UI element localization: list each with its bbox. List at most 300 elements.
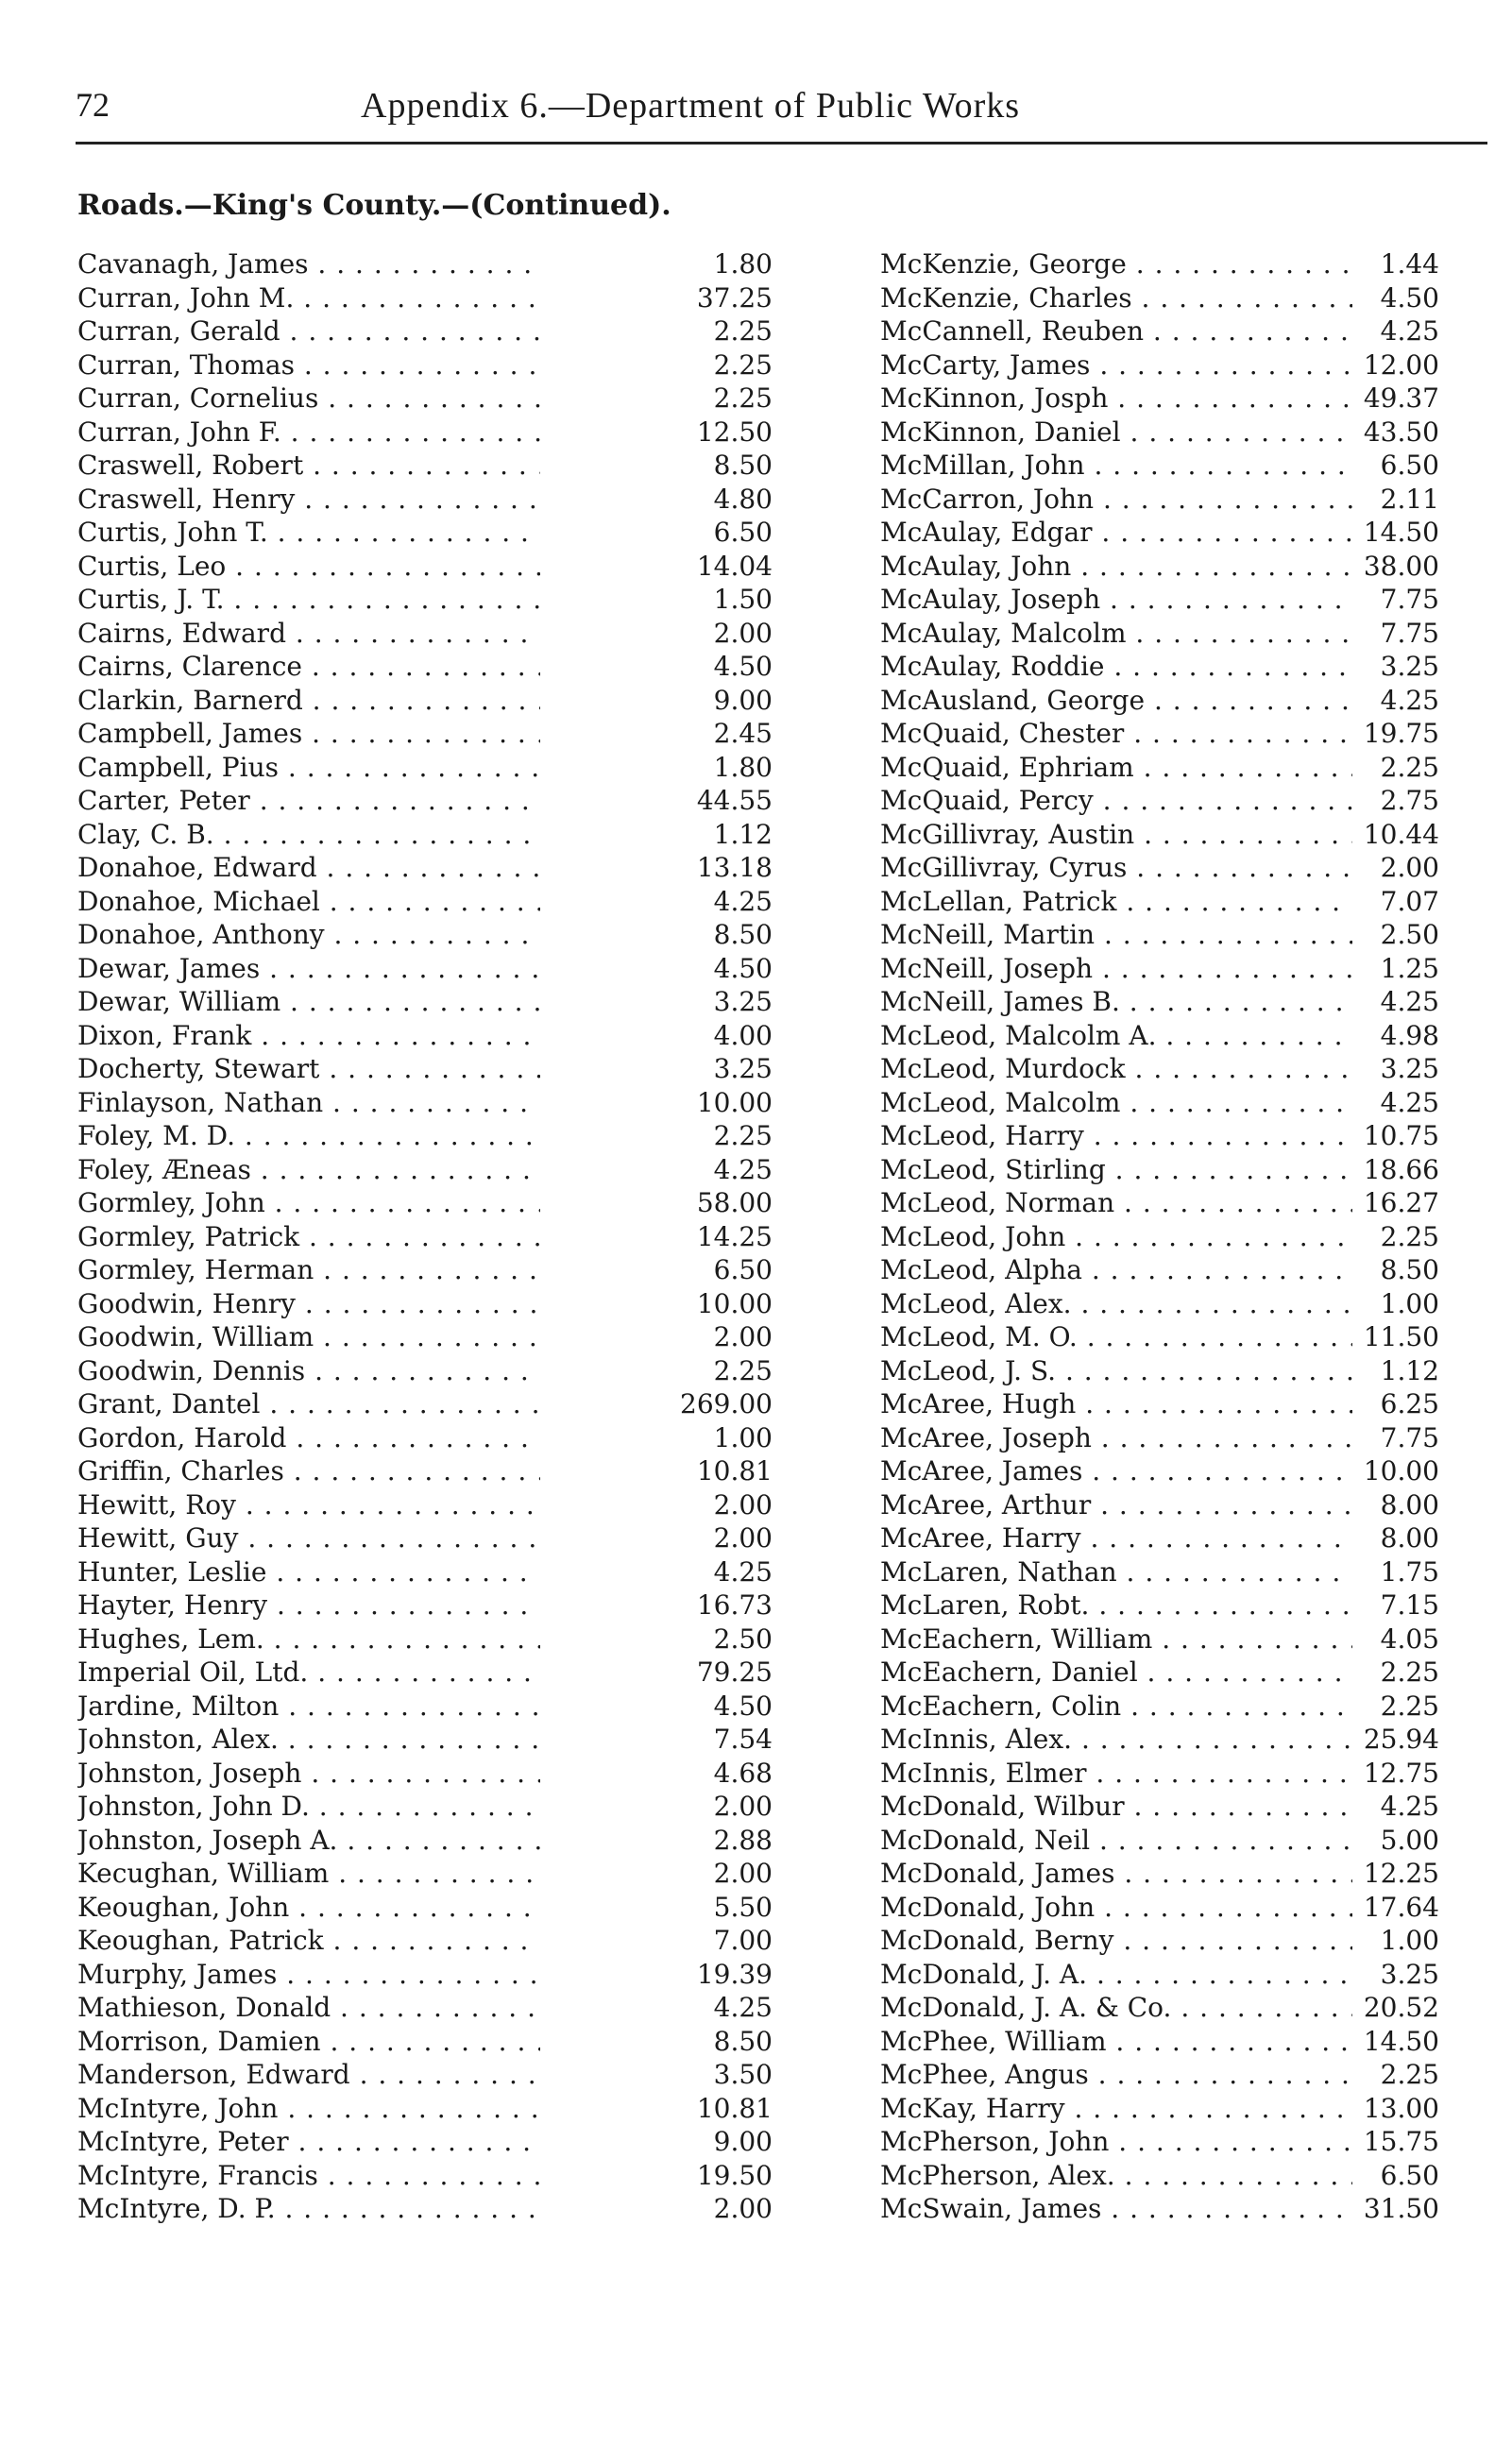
entry-amount: 15.75 — [1354, 2125, 1439, 2158]
list-item — [77, 1186, 773, 1220]
entry-name: Keoughan, John . . . — [77, 1891, 540, 1924]
entry-name: McDonald, James . . . — [880, 1857, 1352, 1890]
list-item — [880, 1421, 1504, 1455]
entry-amount: 19.50 — [688, 2159, 773, 2192]
list-item — [77, 1019, 773, 1053]
entry-amount: 4.25 — [705, 1991, 773, 2024]
entry-name: Finlayson, Nathan . . . — [77, 1086, 540, 1119]
entry-name: McDonald, Neil . . . — [880, 1824, 1352, 1857]
list-item — [880, 1320, 1504, 1354]
entry-amount: 4.25 — [705, 1153, 773, 1186]
list-item — [880, 818, 1504, 852]
entry-amount: 14.50 — [1354, 2025, 1439, 2058]
list-item — [880, 483, 1504, 517]
entry-name: Curtis, J. T. . . . — [77, 583, 540, 616]
entry-amount: 7.75 — [1371, 1421, 1439, 1454]
entry-name: Campbell, Pius . . . — [77, 751, 540, 784]
entry-name: Curtis, John T. . . . — [77, 516, 540, 549]
entry-name: McDonald, Wilbur . . . — [880, 1790, 1352, 1823]
entry-amount: 4.50 — [705, 1690, 773, 1723]
entry-name: McLeod, J. S. . . . — [880, 1354, 1352, 1387]
list-item — [880, 1891, 1504, 1925]
entry-name: Goodwin, Dennis . . . — [77, 1354, 540, 1387]
list-item — [880, 1253, 1504, 1287]
list-item — [77, 784, 773, 818]
list-item — [77, 1220, 773, 1254]
entry-name: Donahoe, Edward . . . — [77, 851, 540, 884]
entry-name: Cairns, Edward . . . — [77, 617, 540, 650]
list-item — [77, 650, 773, 684]
list-item — [880, 1153, 1504, 1187]
list-item — [880, 1623, 1504, 1657]
entry-amount: 9.00 — [705, 684, 773, 717]
entry-amount: 3.25 — [705, 985, 773, 1018]
entry-amount: 1.50 — [705, 583, 773, 616]
entry-amount: 2.25 — [705, 314, 773, 348]
entry-amount: 17.64 — [1354, 1891, 1439, 1924]
list-item — [880, 1354, 1504, 1388]
list-item — [77, 918, 773, 952]
list-item — [880, 952, 1504, 986]
entry-amount: 1.44 — [1371, 247, 1439, 280]
entry-name: McAulay, John . . . — [880, 550, 1352, 583]
list-item — [880, 1690, 1504, 1724]
entry-amount: 7.07 — [1371, 885, 1439, 918]
entry-name: Campbell, James . . . — [77, 717, 540, 750]
list-item — [880, 247, 1504, 281]
entry-amount: 8.50 — [1371, 1253, 1439, 1286]
entry-amount: 38.00 — [1354, 550, 1439, 583]
list-item — [77, 2092, 773, 2126]
entry-amount: 37.25 — [688, 281, 773, 314]
list-item — [880, 449, 1504, 483]
entry-amount: 19.75 — [1354, 717, 1439, 750]
list-item — [880, 1656, 1504, 1690]
entry-amount: 11.50 — [1354, 1320, 1439, 1353]
entry-name: McCannell, Reuben . . . — [880, 314, 1352, 348]
list-item — [77, 1354, 773, 1388]
list-item — [77, 1555, 773, 1589]
entry-name: Morrison, Damien . . . — [77, 2025, 540, 2058]
entry-amount: 1.80 — [705, 751, 773, 784]
entry-amount: 13.00 — [1354, 2092, 1439, 2125]
entry-name: Carter, Peter . . . — [77, 784, 540, 817]
entry-name: McPhee, William . . . — [880, 2025, 1352, 2058]
entry-name: McLeod, Alex. . . . — [880, 1287, 1352, 1320]
list-item — [77, 2025, 773, 2059]
entry-amount: 6.50 — [705, 1253, 773, 1286]
list-item — [880, 1757, 1504, 1791]
entry-amount: 2.25 — [705, 382, 773, 415]
entry-name: McNeill, James B. . . . — [880, 985, 1352, 1018]
list-item — [77, 416, 773, 450]
entry-amount: 13.18 — [688, 851, 773, 884]
entry-amount: 12.75 — [1354, 1757, 1439, 1790]
entry-name: Mathieson, Donald . . . — [77, 1991, 540, 2024]
entry-amount: 2.25 — [705, 1119, 773, 1152]
list-item — [77, 2125, 773, 2159]
entry-name: McCarty, James . . . — [880, 348, 1352, 382]
list-item — [880, 1287, 1504, 1321]
list-item — [880, 885, 1504, 919]
entry-amount: 8.50 — [705, 2025, 773, 2058]
list-item — [77, 1757, 773, 1791]
entry-amount: 1.00 — [1371, 1287, 1439, 1320]
entry-amount: 2.00 — [705, 1488, 773, 1521]
entry-name: Curran, Gerald . . . — [77, 314, 540, 348]
list-item — [77, 1623, 773, 1657]
section-heading: Roads.—King's County.—(Continued). — [77, 189, 671, 222]
list-item — [77, 583, 773, 617]
list-item — [880, 1924, 1504, 1958]
entry-amount: 2.25 — [1371, 1220, 1439, 1253]
list-item — [77, 1690, 773, 1724]
list-item — [77, 952, 773, 986]
entry-amount: 20.52 — [1354, 1991, 1439, 2024]
entry-name: Docherty, Stewart . . . — [77, 1052, 540, 1085]
list-item — [77, 851, 773, 885]
entry-amount: 10.00 — [1354, 1454, 1439, 1487]
list-item — [77, 348, 773, 382]
entry-amount: 31.50 — [1354, 2192, 1439, 2225]
entry-name: McLeod, Malcolm A. . . . — [880, 1019, 1352, 1052]
entry-amount: 2.00 — [1371, 851, 1439, 884]
entry-name: McAree, Arthur . . . — [880, 1488, 1352, 1521]
entry-amount: 2.25 — [705, 1354, 773, 1387]
list-item — [880, 2092, 1504, 2126]
list-item — [77, 1387, 773, 1421]
entry-amount: 7.00 — [705, 1924, 773, 1957]
list-item — [77, 1086, 773, 1120]
entry-name: McAulay, Roddie . . . — [880, 650, 1352, 683]
entry-name: Johnston, Joseph . . . — [77, 1757, 540, 1790]
entry-name: Clay, C. B. . . . — [77, 818, 540, 851]
list-item — [880, 1488, 1504, 1522]
entry-name: McNeill, Joseph . . . — [880, 952, 1352, 985]
entry-name: McDonald, J. A. & Co. . . . — [880, 1991, 1352, 2024]
list-item — [77, 247, 773, 281]
list-item — [77, 1790, 773, 1824]
entry-amount: 44.55 — [688, 784, 773, 817]
left-column — [77, 247, 773, 2226]
entry-amount: 18.66 — [1354, 1153, 1439, 1186]
entry-amount: 269.00 — [671, 1387, 773, 1420]
entry-name: Grant, Dantel . . . — [77, 1387, 540, 1420]
list-item — [880, 382, 1504, 416]
entry-amount: 2.88 — [705, 1824, 773, 1857]
entry-amount: 4.25 — [1371, 314, 1439, 348]
entry-amount: 4.80 — [705, 483, 773, 516]
entry-amount: 2.25 — [705, 348, 773, 382]
entry-name: Hughes, Lem. . . . — [77, 1623, 540, 1656]
entry-amount: 16.73 — [688, 1589, 773, 1622]
entry-amount: 3.25 — [1371, 1958, 1439, 1991]
page-title: Appendix 6.—Department of Public Works — [361, 86, 1021, 126]
list-item — [77, 1320, 773, 1354]
entry-name: McAulay, Joseph . . . — [880, 583, 1352, 616]
entry-name: McIntyre, John . . . — [77, 2092, 540, 2125]
entry-amount: 25.94 — [1354, 1723, 1439, 1756]
entry-amount: 16.27 — [1354, 1186, 1439, 1219]
entry-amount: 4.25 — [705, 885, 773, 918]
list-item — [77, 617, 773, 651]
list-item — [880, 1019, 1504, 1053]
list-item — [77, 1857, 773, 1891]
entry-amount: 4.98 — [1371, 1019, 1439, 1052]
list-item — [77, 1153, 773, 1187]
list-item — [880, 516, 1504, 550]
list-item — [77, 2192, 773, 2226]
entry-name: Johnston, Joseph A. . . . — [77, 1824, 540, 1857]
entry-amount: 12.25 — [1354, 1857, 1439, 1890]
entry-amount: 4.25 — [705, 1555, 773, 1589]
entry-name: McAulay, Edgar . . . — [880, 516, 1352, 549]
entry-amount: 7.15 — [1371, 1589, 1439, 1622]
entry-amount: 14.25 — [688, 1220, 773, 1253]
entry-amount: 9.00 — [705, 2125, 773, 2158]
list-item — [880, 416, 1504, 450]
list-item — [77, 1656, 773, 1690]
entry-name: McCarron, John . . . — [880, 483, 1352, 516]
entry-name: McEachern, William . . . — [880, 1623, 1352, 1656]
entry-name: McDonald, Berny . . . — [880, 1924, 1352, 1957]
entry-amount: 3.25 — [1371, 1052, 1439, 1085]
entry-amount: 2.75 — [1371, 784, 1439, 817]
list-item — [77, 314, 773, 348]
list-item — [880, 918, 1504, 952]
entry-name: Gordon, Harold . . . — [77, 1421, 540, 1454]
entry-name: McAree, James . . . — [880, 1454, 1352, 1487]
entry-name: McLeod, Harry . . . — [880, 1119, 1352, 1152]
entry-name: McQuaid, Chester . . . — [880, 717, 1352, 750]
entry-amount: 1.75 — [1371, 1555, 1439, 1589]
list-item — [880, 1086, 1504, 1120]
list-item — [77, 2159, 773, 2193]
entry-name: McAree, Joseph . . . — [880, 1421, 1352, 1454]
entry-name: Johnston, John D. . . . — [77, 1790, 540, 1823]
list-item — [77, 1421, 773, 1455]
entry-amount: 2.50 — [705, 1623, 773, 1656]
entry-name: Donahoe, Anthony . . . — [77, 918, 540, 951]
list-item — [880, 617, 1504, 651]
list-item — [880, 2125, 1504, 2159]
list-item — [77, 684, 773, 718]
entry-name: Hunter, Leslie . . . — [77, 1555, 540, 1589]
entry-name: McNeill, Martin . . . — [880, 918, 1352, 951]
list-item — [880, 348, 1504, 382]
list-item — [77, 885, 773, 919]
entry-name: McLeod, Stirling . . . — [880, 1153, 1352, 1186]
entry-name: McDonald, John . . . — [880, 1891, 1352, 1924]
entry-name: McLeod, John . . . — [880, 1220, 1352, 1253]
entry-name: Foley, M. D. . . . — [77, 1119, 540, 1152]
entry-name: McIntyre, Peter . . . — [77, 2125, 540, 2158]
entry-name: McKinnon, Daniel . . . — [880, 416, 1352, 449]
entry-name: Dixon, Frank . . . — [77, 1019, 540, 1052]
list-item — [77, 516, 773, 550]
entry-name: Hayter, Henry . . . — [77, 1589, 540, 1622]
entry-amount: 2.00 — [705, 1790, 773, 1823]
list-item — [77, 1723, 773, 1757]
entry-name: McIntyre, D. P. . . . — [77, 2192, 540, 2225]
entry-amount: 2.00 — [705, 1521, 773, 1555]
entry-name: McKinnon, Josph . . . — [880, 382, 1352, 415]
entry-amount: 4.25 — [1371, 985, 1439, 1018]
list-item — [880, 684, 1504, 718]
list-item — [77, 1924, 773, 1958]
entry-name: Curran, John M. . . . — [77, 281, 540, 314]
entry-amount: 4.25 — [1371, 1790, 1439, 1823]
entry-name: McPherson, Alex. . . . — [880, 2159, 1352, 2192]
list-item — [77, 1589, 773, 1623]
entry-name: Foley, Æneas . . . — [77, 1153, 540, 1186]
entry-amount: 10.81 — [688, 1454, 773, 1487]
entry-amount: 10.81 — [688, 2092, 773, 2125]
entry-amount: 10.00 — [688, 1086, 773, 1119]
entry-amount: 1.80 — [705, 247, 773, 280]
entry-amount: 4.50 — [705, 650, 773, 683]
entry-amount: 4.25 — [1371, 1086, 1439, 1119]
entry-amount: 4.00 — [705, 1019, 773, 1052]
entry-name: Goodwin, Henry . . . — [77, 1287, 540, 1320]
entry-name: McLeod, Norman . . . — [880, 1186, 1352, 1219]
list-item — [880, 550, 1504, 584]
list-item — [77, 1824, 773, 1858]
entry-name: McKenzie, Charles . . . — [880, 281, 1352, 314]
entry-name: Cairns, Clarence . . . — [77, 650, 540, 683]
entry-name: McQuaid, Ephriam . . . — [880, 751, 1352, 784]
list-item — [880, 1119, 1504, 1153]
entry-name: McAusland, George . . . — [880, 684, 1352, 717]
list-item — [880, 1052, 1504, 1086]
entry-amount: 2.00 — [705, 1857, 773, 1890]
entry-name: McDonald, J. A. . . . — [880, 1958, 1352, 1991]
entry-amount: 12.50 — [688, 416, 773, 449]
entry-name: Craswell, Henry . . . — [77, 483, 540, 516]
entry-amount: 14.50 — [1354, 516, 1439, 549]
entry-name: McMillan, John . . . — [880, 449, 1352, 482]
list-item — [77, 985, 773, 1019]
list-item — [880, 717, 1504, 751]
list-item — [77, 1454, 773, 1488]
entry-name: McLeod, Murdock . . . — [880, 1052, 1352, 1085]
list-item — [77, 1958, 773, 1992]
right-column — [880, 247, 1504, 2226]
entry-amount: 19.39 — [688, 1958, 773, 1991]
entry-amount: 2.00 — [705, 1320, 773, 1353]
entry-name: McLeod, M. O. . . . — [880, 1320, 1352, 1353]
entry-name: Imperial Oil, Ltd. . . . — [77, 1656, 540, 1689]
entry-name: McInnis, Alex. . . . — [880, 1723, 1352, 1756]
list-item — [880, 1723, 1504, 1757]
entry-amount: 7.75 — [1371, 617, 1439, 650]
entry-name: Hewitt, Roy . . . — [77, 1488, 540, 1521]
entry-amount: 58.00 — [688, 1186, 773, 1219]
list-item — [77, 2058, 773, 2092]
entry-name: Johnston, Alex. . . . — [77, 1723, 540, 1756]
list-item — [880, 2159, 1504, 2193]
list-item — [77, 483, 773, 517]
list-item — [77, 751, 773, 785]
entry-amount: 2.00 — [705, 2192, 773, 2225]
entry-name: Gormley, Herman . . . — [77, 1253, 540, 1286]
entry-amount: 4.50 — [1371, 281, 1439, 314]
list-item — [880, 1387, 1504, 1421]
entry-amount: 2.25 — [1371, 1656, 1439, 1689]
entry-amount: 4.05 — [1371, 1623, 1439, 1656]
entry-name: Manderson, Edward . . . — [77, 2058, 540, 2091]
entry-amount: 4.68 — [705, 1757, 773, 1790]
entry-name: McAulay, Malcolm . . . — [880, 617, 1352, 650]
entry-name: McIntyre, Francis . . . — [77, 2159, 540, 2192]
entry-amount: 5.00 — [1371, 1824, 1439, 1857]
list-item — [880, 2192, 1504, 2226]
list-item — [880, 1589, 1504, 1623]
list-item — [880, 281, 1504, 315]
entry-amount: 6.50 — [1371, 2159, 1439, 2192]
list-item — [880, 650, 1504, 684]
entry-name: Craswell, Robert . . . — [77, 449, 540, 482]
entry-amount: 1.12 — [705, 818, 773, 851]
list-item — [880, 314, 1504, 348]
list-item — [77, 818, 773, 852]
entry-name: McLeod, Malcolm . . . — [880, 1086, 1352, 1119]
list-item — [77, 717, 773, 751]
entry-name: Curran, Thomas . . . — [77, 348, 540, 382]
list-item — [880, 1220, 1504, 1254]
entry-amount: 1.25 — [1371, 952, 1439, 985]
entry-amount: 4.50 — [705, 952, 773, 985]
entry-amount: 79.25 — [688, 1656, 773, 1689]
list-item — [77, 1488, 773, 1522]
entry-name: McKay, Harry . . . — [880, 2092, 1352, 2125]
entry-name: Donahoe, Michael . . . — [77, 885, 540, 918]
entry-name: McPhee, Angus . . . — [880, 2058, 1352, 2091]
entry-name: McLellan, Patrick . . . — [880, 885, 1352, 918]
entry-name: Griffin, Charles . . . — [77, 1454, 540, 1487]
entry-name: McPherson, John . . . — [880, 2125, 1352, 2158]
page-header — [76, 85, 1487, 138]
entry-amount: 6.25 — [1371, 1387, 1439, 1420]
entry-name: Curran, John F. . . . — [77, 416, 540, 449]
list-item — [77, 281, 773, 315]
entry-amount: 2.00 — [705, 617, 773, 650]
entry-amount: 1.00 — [1371, 1924, 1439, 1957]
entry-amount: 12.00 — [1354, 348, 1439, 382]
list-item — [77, 1052, 773, 1086]
entry-name: McGillivray, Austin . . . — [880, 818, 1352, 851]
entry-amount: 2.25 — [1371, 1690, 1439, 1723]
list-item — [880, 2058, 1504, 2092]
entry-name: McGillivray, Cyrus . . . — [880, 851, 1352, 884]
entry-name: Dewar, William . . . — [77, 985, 540, 1018]
entry-name: McLeod, Alpha . . . — [880, 1253, 1352, 1286]
entry-amount: 10.75 — [1354, 1119, 1439, 1152]
list-item — [880, 1521, 1504, 1555]
entry-name: McKenzie, George . . . — [880, 247, 1352, 280]
entry-name: Dewar, James . . . — [77, 952, 540, 985]
list-item — [880, 851, 1504, 885]
entry-amount: 7.54 — [705, 1723, 773, 1756]
entry-amount: 10.44 — [1354, 818, 1439, 851]
entry-name: Jardine, Milton . . . — [77, 1690, 540, 1723]
entry-amount: 3.25 — [1371, 650, 1439, 683]
entry-name: McEachern, Colin . . . — [880, 1690, 1352, 1723]
entry-amount: 10.00 — [688, 1287, 773, 1320]
entry-name: Gormley, John . . . — [77, 1186, 540, 1219]
list-item — [880, 1186, 1504, 1220]
entry-amount: 2.50 — [1371, 918, 1439, 951]
